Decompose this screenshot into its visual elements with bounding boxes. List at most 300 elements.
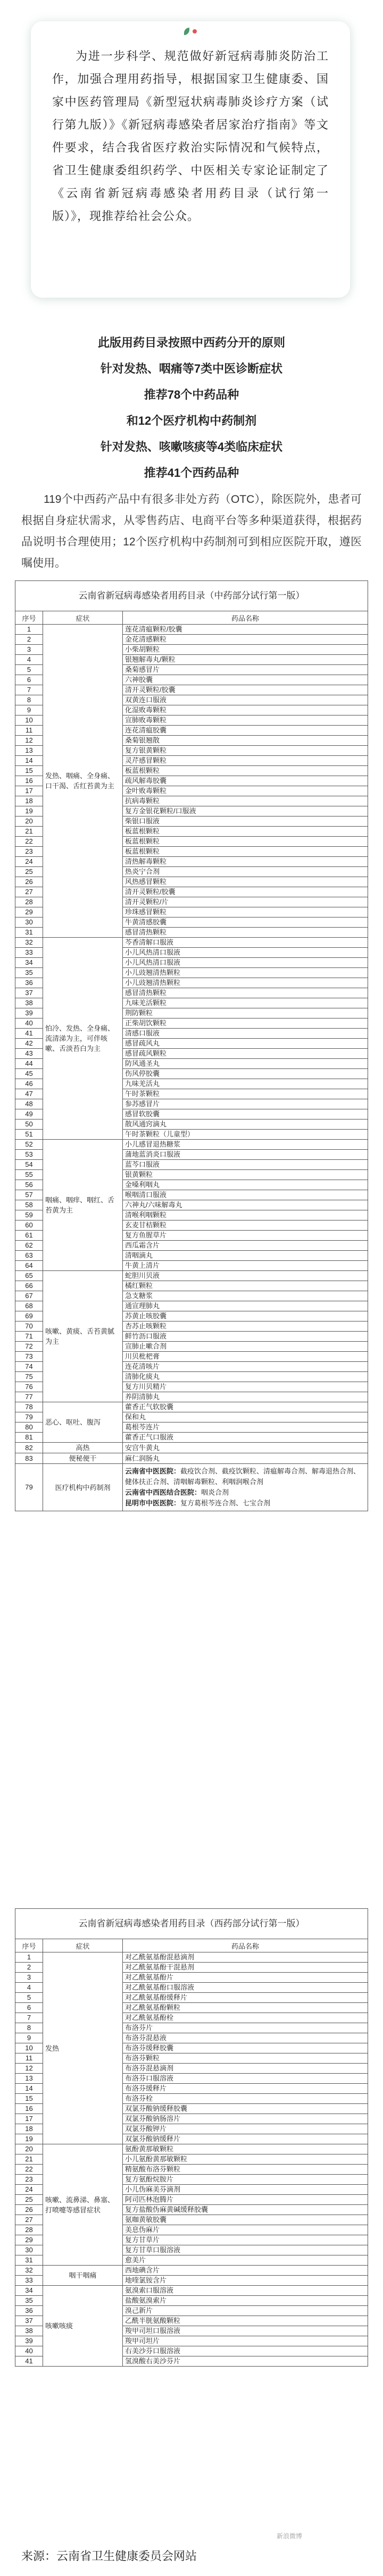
row-number: 10 xyxy=(15,2043,43,2053)
row-number: 71 xyxy=(15,1332,43,1342)
drug-name: 抗病毒颗粒 xyxy=(123,796,368,806)
row-number: 2 xyxy=(15,1963,43,1973)
row-number: 56 xyxy=(15,1180,43,1190)
row-number: 40 xyxy=(15,2346,43,2356)
headline-line: 和12个医疗机构中药制剂 xyxy=(126,414,257,427)
row-number: 72 xyxy=(15,1342,43,1352)
row-number: 16 xyxy=(15,2104,43,2114)
drug-name: 乙酰半胱氨酸颗粒 xyxy=(123,2316,368,2326)
drug-name: 清喉利咽颗粒 xyxy=(123,1210,368,1220)
drug-name: 金花清感颗粒 xyxy=(123,635,368,645)
drug-name: 参苏感冒片 xyxy=(123,1099,368,1109)
row-number: 77 xyxy=(15,1392,43,1402)
row-number: 7 xyxy=(15,2013,43,2023)
row-number: 3 xyxy=(15,1973,43,1983)
row-number: 55 xyxy=(15,1170,43,1180)
row-number: 59 xyxy=(15,1210,43,1220)
row-number: 25 xyxy=(15,867,43,877)
drug-name: 阿司匹林泡腾片 xyxy=(123,2195,368,2205)
drug-name: 午时茶颗粒（儿童型） xyxy=(123,1130,368,1140)
drug-name: 安宫牛黄丸 xyxy=(123,1443,368,1453)
row-number: 30 xyxy=(15,917,43,928)
row-number: 28 xyxy=(15,897,43,907)
row-number: 36 xyxy=(15,978,43,988)
drug-name: 清开灵颗粒/胶囊 xyxy=(123,887,368,897)
drug-name: 麻仁润肠丸 xyxy=(123,1453,368,1464)
row-number: 50 xyxy=(15,1119,43,1130)
drug-name: 养阴清肺丸 xyxy=(123,1392,368,1402)
table-row xyxy=(15,2266,368,2276)
drug-name: 保和丸 xyxy=(123,1412,368,1422)
row-number: 3 xyxy=(15,645,43,655)
column-header-symptom: 症状 xyxy=(43,611,123,625)
drug-name: 杏苏止咳颗粒 xyxy=(123,1321,368,1332)
drug-name: 连花清瘟胶囊 xyxy=(123,726,368,736)
drug-name: 氢溴酸右美沙芬片 xyxy=(123,2356,368,2367)
row-number: 53 xyxy=(15,1150,43,1160)
row-number: 37 xyxy=(15,2316,43,2326)
drug-name: 氨咖黄敏胶囊 xyxy=(123,2215,368,2225)
drug-name: 防风通圣丸 xyxy=(123,1059,368,1069)
row-number: 27 xyxy=(15,887,43,897)
drug-name: 板蓝根颗粒 xyxy=(123,847,368,857)
drug-name: 柴银口服液 xyxy=(123,816,368,827)
row-number: 19 xyxy=(15,2134,43,2144)
table-row xyxy=(15,1271,368,1281)
drug-name: 宣肺败毒颗粒 xyxy=(123,715,368,726)
drug-name: 羧甲司坦口服溶液 xyxy=(123,2326,368,2336)
drug-name: 清热解毒颗粒 xyxy=(123,857,368,867)
row-number: 44 xyxy=(15,1059,43,1069)
drug-name: 喉咽清口服液 xyxy=(123,1190,368,1200)
row-number: 15 xyxy=(15,2094,43,2104)
drug-name: 鲜竹沥口服液 xyxy=(123,1332,368,1342)
drug-name: 金叶败毒颗粒 xyxy=(123,786,368,796)
row-number: 9 xyxy=(15,2033,43,2043)
drug-name: 苏黄止咳胶囊 xyxy=(123,1311,368,1321)
row-number: 57 xyxy=(15,1190,43,1200)
headline xyxy=(0,330,383,486)
row-number: 63 xyxy=(15,1251,43,1261)
drug-name: 布洛芬颗粒 xyxy=(123,2053,368,2064)
drug-name: 玄麦甘桔颗粒 xyxy=(123,1220,368,1231)
drug-name: 正柴胡饮颗粒 xyxy=(123,1018,368,1029)
table-row xyxy=(15,2144,368,2154)
drug-name: 对乙酰氨基酚混悬滴剂 xyxy=(123,1952,368,1963)
tcm-table-title: 云南省新冠病毒感染者用药目录（中药部分试行第一版） xyxy=(15,580,368,611)
drug-name: 美息伪麻片 xyxy=(123,2225,368,2235)
drug-name: 通宣理肺丸 xyxy=(123,1301,368,1311)
table-row xyxy=(15,938,368,948)
row-number: 1 xyxy=(15,1952,43,1963)
row-number: 27 xyxy=(15,2215,43,2225)
row-number: 79 xyxy=(15,1464,43,1511)
symptom-cell: 咳嗽咳痰 xyxy=(43,2286,123,2367)
drug-name: 九味羌活颗粒 xyxy=(123,998,368,1008)
table-row xyxy=(15,2286,368,2296)
hospital-name: 云南省中西医结合医院： xyxy=(125,1488,202,1496)
drug-name: 复方金银花颗粒/口服液 xyxy=(123,806,368,816)
summary-paragraph: 119个中西药产品中有很多非处方药（OTC），除医院外，患者可根据自身症状需求，从零售药店、电商平台等多种渠道获得，根据药品说明书合理使用；12个医疗机构中药制剂可到相应医院开取，遵医嘱使用。 xyxy=(21,493,362,569)
table-row xyxy=(15,1464,368,1511)
row-number: 38 xyxy=(15,998,43,1008)
row-number: 78 xyxy=(15,1402,43,1412)
row-number: 8 xyxy=(15,695,43,705)
drug-name: 银翘解毒丸/颗粒 xyxy=(123,655,368,665)
row-number: 5 xyxy=(15,1993,43,2003)
drug-name: 羧甲司坦片 xyxy=(123,2336,368,2346)
row-number: 81 xyxy=(15,1433,43,1443)
row-number: 21 xyxy=(15,2154,43,2165)
row-number: 4 xyxy=(15,655,43,665)
symptom-cell: 便秘便干 xyxy=(43,1453,123,1464)
column-header-drug: 药品名称 xyxy=(123,611,368,625)
symptom-cell: 咽干咽痛 xyxy=(43,2266,123,2286)
drug-name: 复方盐酸伪麻黄碱缓释胶囊 xyxy=(123,2205,368,2215)
drug-name: 布洛芬片 xyxy=(123,2023,368,2033)
row-number: 20 xyxy=(15,816,43,827)
row-number: 62 xyxy=(15,1241,43,1251)
drug-name: 感冒软胶囊 xyxy=(123,1109,368,1119)
column-header-symptom: 症状 xyxy=(43,1939,123,1952)
drug-name: 氨溴索口服溶液 xyxy=(123,2286,368,2296)
row-number: 70 xyxy=(15,1321,43,1332)
row-number: 24 xyxy=(15,2185,43,2195)
row-number: 43 xyxy=(15,1049,43,1059)
row-number: 30 xyxy=(15,2245,43,2255)
symptom-cell: 高热 xyxy=(43,1443,123,1453)
drug-name: 清开灵颗粒/胶囊 xyxy=(123,685,368,695)
row-number: 32 xyxy=(15,2266,43,2276)
drug-name: 藿香正气软胶囊 xyxy=(123,1402,368,1412)
row-number: 40 xyxy=(15,1018,43,1029)
row-number: 7 xyxy=(15,685,43,695)
drug-name: 芩香清解口服液 xyxy=(123,938,368,948)
drug-name: 橘红颗粒 xyxy=(123,1281,368,1291)
table-row xyxy=(15,1453,368,1464)
drug-name: 溴己新片 xyxy=(123,2306,368,2316)
row-number: 73 xyxy=(15,1352,43,1362)
drug-name: 蒲地蓝消炎口服液 xyxy=(123,1150,368,1160)
row-number: 2 xyxy=(15,635,43,645)
source-credit: 来源：云南省卫生健康委员会网站 xyxy=(21,2549,197,2563)
row-number: 28 xyxy=(15,2225,43,2235)
drug-name: 桑菊感冒片 xyxy=(123,665,368,675)
drug-name: 复方甘草口服溶液 xyxy=(123,2245,368,2255)
drug-name: 布洛芬混悬液 xyxy=(123,2033,368,2043)
drug-name: 布洛芬缓释片 xyxy=(123,2084,368,2094)
row-number: 4 xyxy=(15,1983,43,1993)
row-number: 31 xyxy=(15,928,43,938)
row-number: 23 xyxy=(15,2175,43,2185)
drug-name: 复方鱼腥草片 xyxy=(123,1231,368,1241)
symptom-cell: 咽痛、咽痒、咽红、舌苔黄为主 xyxy=(43,1140,123,1271)
symptom-cell: 恶心、呕吐、腹泻 xyxy=(43,1402,123,1443)
drug-name: 急支糖浆 xyxy=(123,1291,368,1301)
row-number: 15 xyxy=(15,766,43,776)
drug-name: 复方甘草片 xyxy=(123,2235,368,2245)
drug-name: 板蓝根颗粒 xyxy=(123,837,368,847)
row-number: 26 xyxy=(15,877,43,887)
row-number: 41 xyxy=(15,1029,43,1039)
hospital-line xyxy=(125,1487,365,1498)
row-number: 51 xyxy=(15,1130,43,1140)
drug-name: 牛黄上清片 xyxy=(123,1261,368,1271)
drug-name: 小儿伪麻美芬滴剂 xyxy=(123,2185,368,2195)
drug-name: 对乙酰氨基酚口服溶液 xyxy=(123,1983,368,1993)
row-number: 14 xyxy=(15,756,43,766)
row-number: 39 xyxy=(15,2336,43,2346)
row-number: 46 xyxy=(15,1079,43,1089)
drug-name: 右美沙芬口服溶液 xyxy=(123,2346,368,2356)
drug-name: 小儿豉翘清热颗粒 xyxy=(123,978,368,988)
drug-name: 双黄连口服液 xyxy=(123,695,368,705)
hospital-line xyxy=(125,1466,365,1487)
drug-name: 藿香正气口服液 xyxy=(123,1433,368,1443)
table-row xyxy=(15,625,368,635)
row-number: 11 xyxy=(15,726,43,736)
table-row xyxy=(15,1443,368,1453)
row-number: 6 xyxy=(15,2003,43,2013)
drug-name: 复方氨酚烷胺片 xyxy=(123,2175,368,2185)
hospital-drugs: 截疫饮合剂、截疫饮颗粒、清瘟解毒合剂、解毒退热合剂、健体扶正合剂、清咽解毒颗粒、利咽润喉合剂 xyxy=(125,1467,361,1486)
row-number: 12 xyxy=(15,736,43,746)
drug-name: 小儿感冒退热糖浆 xyxy=(123,1140,368,1150)
row-number: 35 xyxy=(15,968,43,978)
drug-name: 对乙酰氨基酚栓 xyxy=(123,2013,368,2023)
headline-line: 推荐41个西药品种 xyxy=(144,466,239,479)
row-number: 80 xyxy=(15,1422,43,1433)
symptom-cell: 怕冷、发热、全身痛、流清涕为主，可伴咳嗽、舌淡苔白为主 xyxy=(43,938,123,1140)
drug-name: 对乙酰氨基酚片 xyxy=(123,1973,368,1983)
headline-line: 此版用药目录按照中西药分开的原则 xyxy=(97,336,285,349)
drug-name: 宣肺止嗽合剂 xyxy=(123,1342,368,1352)
row-number: 61 xyxy=(15,1231,43,1241)
drug-name: 桑菊银翘散 xyxy=(123,736,368,746)
row-number: 47 xyxy=(15,1089,43,1099)
row-number: 12 xyxy=(15,2064,43,2074)
row-number: 54 xyxy=(15,1160,43,1170)
drug-name: 小儿风热清口服液 xyxy=(123,958,368,968)
row-number: 66 xyxy=(15,1281,43,1291)
wm-table-section xyxy=(15,1908,368,2367)
drug-name: 蛇胆川贝液 xyxy=(123,1271,368,1281)
table-row xyxy=(15,1140,368,1150)
row-number: 22 xyxy=(15,837,43,847)
row-number: 49 xyxy=(15,1109,43,1119)
row-number: 23 xyxy=(15,847,43,857)
column-header-drug: 药品名称 xyxy=(123,1939,368,1952)
drug-name: 小儿氨酚黄那敏颗粒 xyxy=(123,2154,368,2165)
drug-name: 牛黄清感胶囊 xyxy=(123,917,368,928)
row-number: 29 xyxy=(15,907,43,917)
drug-name: 六神丸/六味解毒丸 xyxy=(123,1200,368,1210)
drug-name: 小儿豉翘清热颗粒 xyxy=(123,968,368,978)
drug-name: 清肺化痰丸 xyxy=(123,1372,368,1382)
drug-name: 感冒疏风丸 xyxy=(123,1039,368,1049)
column-header-number: 序号 xyxy=(15,611,43,625)
drug-name: 西地碘含片 xyxy=(123,2266,368,2276)
drug-name: 清咽滴丸 xyxy=(123,1251,368,1261)
drug-name: 布洛芬缓释胶囊 xyxy=(123,2043,368,2053)
hospital-name: 昆明市中医医院： xyxy=(125,1499,181,1507)
drug-name: 布洛芬混悬滴剂 xyxy=(123,2064,368,2074)
drug-name: 感冒疏风颗粒 xyxy=(123,1049,368,1059)
drug-name: 西瓜霜含片 xyxy=(123,1241,368,1251)
drug-name: 双氯芬酸钠缓释胶囊 xyxy=(123,2104,368,2114)
drug-name: 双氯芬酸钾片 xyxy=(123,2124,368,2134)
hospital-name: 云南省中医医院： xyxy=(125,1467,181,1475)
row-number: 14 xyxy=(15,2084,43,2094)
row-number: 74 xyxy=(15,1362,43,1372)
table-row xyxy=(15,1402,368,1412)
drug-name: 九味羌活丸 xyxy=(123,1079,368,1089)
intro-card xyxy=(31,21,350,298)
drug-name: 葛根芩连片 xyxy=(123,1422,368,1433)
row-number: 18 xyxy=(15,796,43,806)
row-number: 26 xyxy=(15,2205,43,2215)
row-number: 17 xyxy=(15,2114,43,2124)
row-number: 65 xyxy=(15,1271,43,1281)
drug-name: 布洛芬口服溶液 xyxy=(123,2074,368,2084)
column-header-number: 序号 xyxy=(15,1939,43,1952)
symptom-cell: 医疗机构中药制剂 xyxy=(43,1464,123,1511)
row-number: 37 xyxy=(15,988,43,998)
drug-name: 金嗓利咽丸 xyxy=(123,1180,368,1190)
row-number: 25 xyxy=(15,2195,43,2205)
drug-name: 对乙酰氨基酚干混悬剂 xyxy=(123,1963,368,1973)
symptom-cell: 咳嗽、流鼻涕、鼻塞、打喷嚏等感冒症状 xyxy=(43,2144,123,2266)
watermark: 新浪微博 xyxy=(277,2532,303,2540)
row-number: 19 xyxy=(15,806,43,816)
drug-name: 感冒清热颗粒 xyxy=(123,928,368,938)
hospital-drugs: 复方葛根芩连合剂、七宝合剂 xyxy=(180,1499,271,1507)
row-number: 18 xyxy=(15,2124,43,2134)
row-number: 75 xyxy=(15,1372,43,1382)
row-number: 24 xyxy=(15,857,43,867)
drug-name: 盐酸氨溴索片 xyxy=(123,2296,368,2306)
row-number: 58 xyxy=(15,1200,43,1210)
row-number: 39 xyxy=(15,1008,43,1018)
row-number: 5 xyxy=(15,665,43,675)
row-number: 9 xyxy=(15,705,43,715)
row-number: 11 xyxy=(15,2053,43,2064)
drug-name: 疏风解毒胶囊 xyxy=(123,776,368,786)
wm-table-title: 云南省新冠病毒感染者用药目录（西药部分试行第一版） xyxy=(15,1908,368,1939)
row-number: 33 xyxy=(15,948,43,958)
row-number: 32 xyxy=(15,938,43,948)
drug-name: 午时茶颗粒 xyxy=(123,1089,368,1099)
drug-name: 热炎宁合剂 xyxy=(123,867,368,877)
row-number: 33 xyxy=(15,2276,43,2286)
row-number: 34 xyxy=(15,958,43,968)
drug-name: 精氨酸布洛芬颗粒 xyxy=(123,2165,368,2175)
drug-name: 复方川贝精片 xyxy=(123,1382,368,1392)
drug-name: 对乙酰氨基酚缓释片 xyxy=(123,1993,368,2003)
row-number: 6 xyxy=(15,675,43,685)
intro-text: 为进一步科学、规范做好新冠病毒肺炎防治工作，加强合理用药指导，根据国家卫生健康委、国家中医药管理局《新型冠状病毒肺炎诊疗方案（试行第九版）》《新冠病毒感染者居家治疗指南》等文件要求，结合我省医疗救治实际情况和气候特点，省卫生健康委组织药学、中医相关专家论证制定了《云南省新冠病毒感染者用药目录（试行第一版）》，现推荐给社会公众。 xyxy=(52,49,329,223)
drug-name: 双氯芬酸钠肠溶片 xyxy=(123,2114,368,2124)
row-number: 38 xyxy=(15,2326,43,2336)
drug-name: 板蓝根颗粒 xyxy=(123,827,368,837)
drug-name: 风热感冒颗粒 xyxy=(123,877,368,887)
hospital-drugs: 咽炎合剂 xyxy=(201,1488,229,1496)
drug-name: 愈美片 xyxy=(123,2255,368,2266)
hospital-preparations xyxy=(123,1464,368,1511)
drug-name: 连花清咳片 xyxy=(123,1362,368,1372)
row-number: 35 xyxy=(15,2296,43,2306)
symptom-cell: 发热、咽痛、全身痛、口干渴、舌红苔黄为主 xyxy=(43,625,123,938)
row-number: 79 xyxy=(15,1412,43,1422)
drug-name: 板蓝根颗粒 xyxy=(123,766,368,776)
tcm-table-section xyxy=(15,580,368,1511)
table-row xyxy=(15,1952,368,1963)
drug-name: 小柴胡颗粒 xyxy=(123,645,368,655)
tcm-table xyxy=(15,611,368,1511)
hospital-line xyxy=(125,1498,365,1509)
row-number: 60 xyxy=(15,1220,43,1231)
row-number: 68 xyxy=(15,1301,43,1311)
row-number: 76 xyxy=(15,1382,43,1392)
drug-name: 清开灵颗粒/片 xyxy=(123,897,368,907)
drug-name: 双氯芬酸钠缓释片 xyxy=(123,2134,368,2144)
drug-name: 银黄颗粒 xyxy=(123,1170,368,1180)
row-number: 29 xyxy=(15,2235,43,2245)
row-number: 36 xyxy=(15,2306,43,2316)
row-number: 21 xyxy=(15,827,43,837)
drug-name: 莲花清瘟颗粒/胶囊 xyxy=(123,625,368,635)
drug-name: 伤风停胶囊 xyxy=(123,1069,368,1079)
drug-name: 川贝枇杷膏 xyxy=(123,1352,368,1362)
drug-name: 六神胶囊 xyxy=(123,675,368,685)
row-number: 22 xyxy=(15,2165,43,2175)
drug-name: 地喹氯铵含片 xyxy=(123,2276,368,2286)
row-number: 82 xyxy=(15,1443,43,1453)
row-number: 16 xyxy=(15,776,43,786)
headline-line: 针对发热、咽痛等7类中医诊断症状 xyxy=(100,362,283,375)
row-number: 17 xyxy=(15,786,43,796)
drug-name: 感冒清热颗粒 xyxy=(123,988,368,998)
row-number: 31 xyxy=(15,2255,43,2266)
drug-name: 小儿风热清口服液 xyxy=(123,948,368,958)
headline-line: 针对发热、咳嗽咳痰等4类临床症状 xyxy=(100,440,283,453)
drug-name: 清感口服液 xyxy=(123,1029,368,1039)
drug-name: 复方银黄颗粒 xyxy=(123,746,368,756)
drug-name: 灵芹感冒颗粒 xyxy=(123,756,368,766)
row-number: 69 xyxy=(15,1311,43,1321)
row-number: 1 xyxy=(15,625,43,635)
decoration-icon xyxy=(184,28,197,35)
symptom-cell: 发热 xyxy=(43,1952,123,2144)
row-number: 67 xyxy=(15,1291,43,1301)
headline-line: 推荐78个中药品种 xyxy=(144,388,239,401)
row-number: 13 xyxy=(15,2074,43,2084)
drug-name: 荆防颗粒 xyxy=(123,1008,368,1018)
row-number: 8 xyxy=(15,2023,43,2033)
drug-name: 布洛芬栓 xyxy=(123,2094,368,2104)
row-number: 52 xyxy=(15,1140,43,1150)
row-number: 34 xyxy=(15,2286,43,2296)
row-number: 20 xyxy=(15,2144,43,2154)
row-number: 41 xyxy=(15,2356,43,2367)
row-number: 13 xyxy=(15,746,43,756)
row-number: 83 xyxy=(15,1453,43,1464)
row-number: 45 xyxy=(15,1069,43,1079)
wm-table xyxy=(15,1939,368,2367)
drug-name: 珍珠感冒颗粒 xyxy=(123,907,368,917)
drug-name: 化湿败毒颗粒 xyxy=(123,705,368,715)
row-number: 48 xyxy=(15,1099,43,1109)
